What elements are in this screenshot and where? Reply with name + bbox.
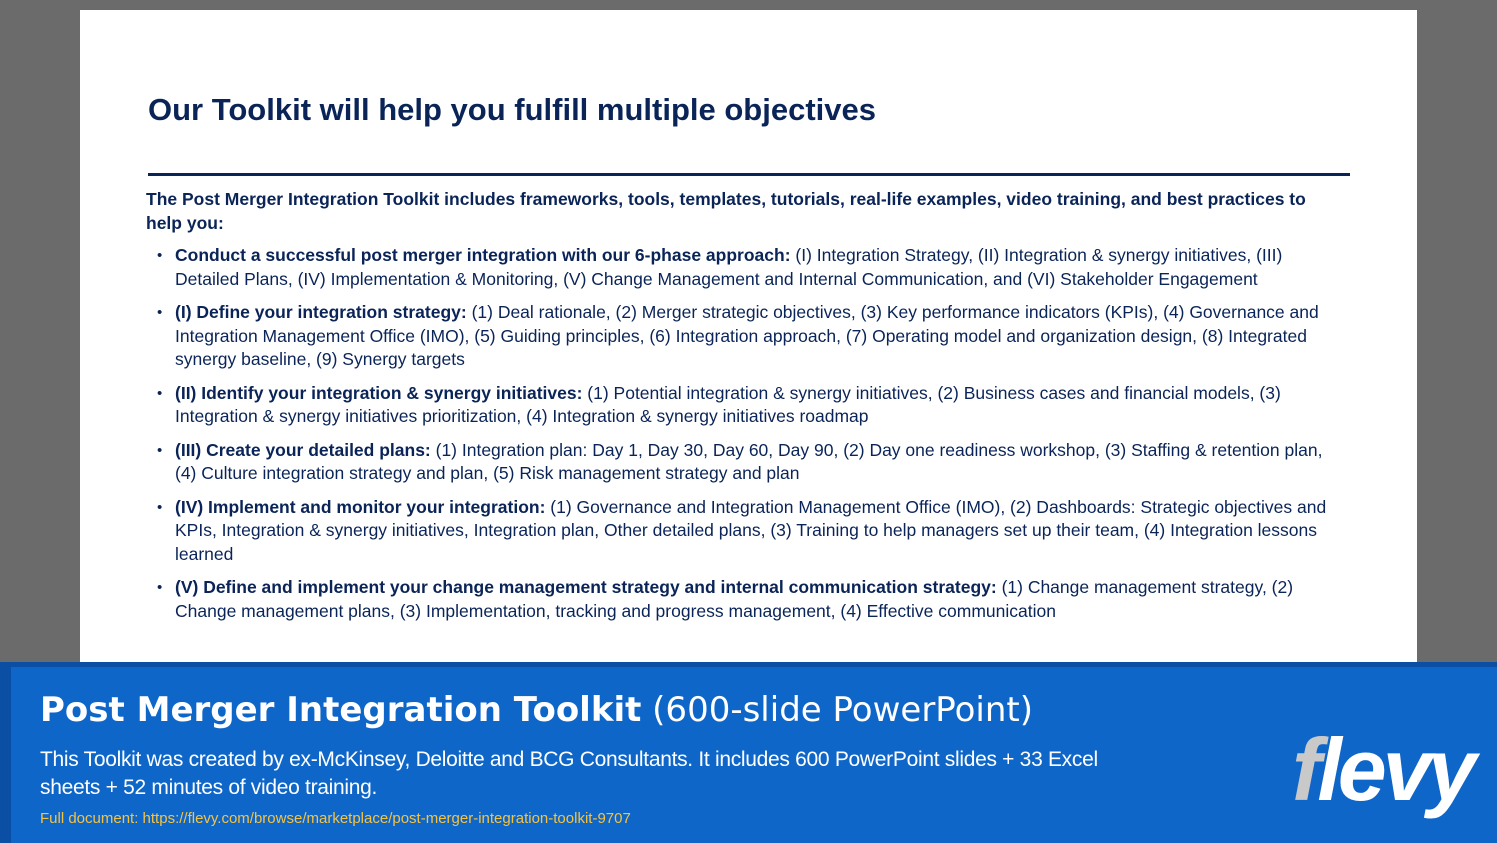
bullet-lead: (IV) Implement and monitor your integration: xyxy=(175,496,546,517)
banner-title-rest: (600-slide PowerPoint) xyxy=(641,690,1033,730)
bullet-text: (I) Integration Strategy, (II) Integration & synergy initiatives, (III) Detailed Plans, (IV) Implementation & Monitoring, (V) Change Management and Internal Communication, and (VI) Stakeholder Engagement xyxy=(175,245,1283,289)
list-item xyxy=(157,576,1335,623)
promo-banner xyxy=(0,662,1497,843)
slide-title: Our Toolkit will help you fulfill multiple objectives xyxy=(148,92,876,127)
bullet-icon: • xyxy=(157,441,163,459)
flevy-logo-icon[interactable] xyxy=(1290,722,1485,822)
bullet-lead: (V) Define and implement your change management strategy and internal communication strategy: xyxy=(175,577,997,597)
bullet-icon: • xyxy=(157,498,163,516)
list-item xyxy=(157,301,1335,372)
bullet-icon: • xyxy=(157,579,163,596)
intro-text: The Post Merger Integration Toolkit includes frameworks, tools, templates, tutorials, real-life examples, video training, and best practices to help you: xyxy=(146,189,1306,233)
full-document-link[interactable]: Full document: https://flevy.com/browse/marketplace/post-merger-integration-toolkit-9707 xyxy=(40,810,631,827)
list-item xyxy=(157,244,1335,291)
list-item xyxy=(157,382,1335,429)
bullet-text: (1) Integration plan: Day 1, Day 30, Day 60, Day 90, (2) Day one readiness workshop, (3) Staffing & retention plan, (4) Culture integration strategy and plan, (5) Risk management strategy and plan xyxy=(175,439,1323,483)
banner-left-edge xyxy=(0,662,11,843)
bullet-text: (1) Governance and Integration Management Office (IMO), (2) Dashboards: Strategic objectives and KPIs, Integration & synergy initiatives, Integration plan, Other detailed plans, (3) Training to help managers set up their team, (4) Integration lessons learned xyxy=(175,496,1327,564)
banner-title xyxy=(40,690,1033,730)
bullet-lead: (II) Identify your integration & synergy initiatives: xyxy=(175,382,583,403)
bullet-lead: (III) Create your detailed plans: xyxy=(175,439,431,460)
bullet-lead: Conduct a successful post merger integration with our 6-phase approach: xyxy=(175,245,791,265)
logo-first-letter: f xyxy=(1292,722,1318,819)
title-divider xyxy=(148,173,1350,176)
bullet-icon: • xyxy=(157,384,163,402)
logo-rest-letters: levy xyxy=(1317,722,1473,819)
bullet-text: (1) Change management strategy, (2) Change management plans, (3) Implementation, tracking and progress management, (4) Effective communication xyxy=(175,577,1294,621)
banner-top-border xyxy=(0,662,1497,667)
bullet-icon: • xyxy=(157,247,163,264)
bullet-text: (1) Potential integration & synergy initiatives, (2) Business cases and financial models, (3) Integration & synergy initiatives prioritization, (4) Integration & synergy initiatives roadmap xyxy=(175,382,1281,426)
bullet-icon: • xyxy=(157,304,163,321)
list-item xyxy=(157,496,1335,567)
logo-text xyxy=(1292,722,1481,819)
banner-title-bold: Post Merger Integration Toolkit xyxy=(40,690,642,730)
bullet-text: (1) Deal rationale, (2) Merger strategic objectives, (3) Key performance indicators (KPIs), (4) Governance and Integration Management Office (IMO), (5) Guiding principles, (6) Integration approach, (7) Operating model and organization design, (8) Integrated synergy baseline, (9) Synergy targets xyxy=(175,302,1319,369)
list-item xyxy=(157,439,1335,486)
objectives-list xyxy=(157,244,1335,633)
slide xyxy=(80,10,1417,670)
banner-description: This Toolkit was created by ex-McKinsey, Deloitte and BCG Consultants. It includes 600 PowerPoint slides + 33 Excel sheets + 52 minutes of video training. xyxy=(40,748,1098,799)
bullet-lead: (I) Define your integration strategy: xyxy=(175,302,467,322)
